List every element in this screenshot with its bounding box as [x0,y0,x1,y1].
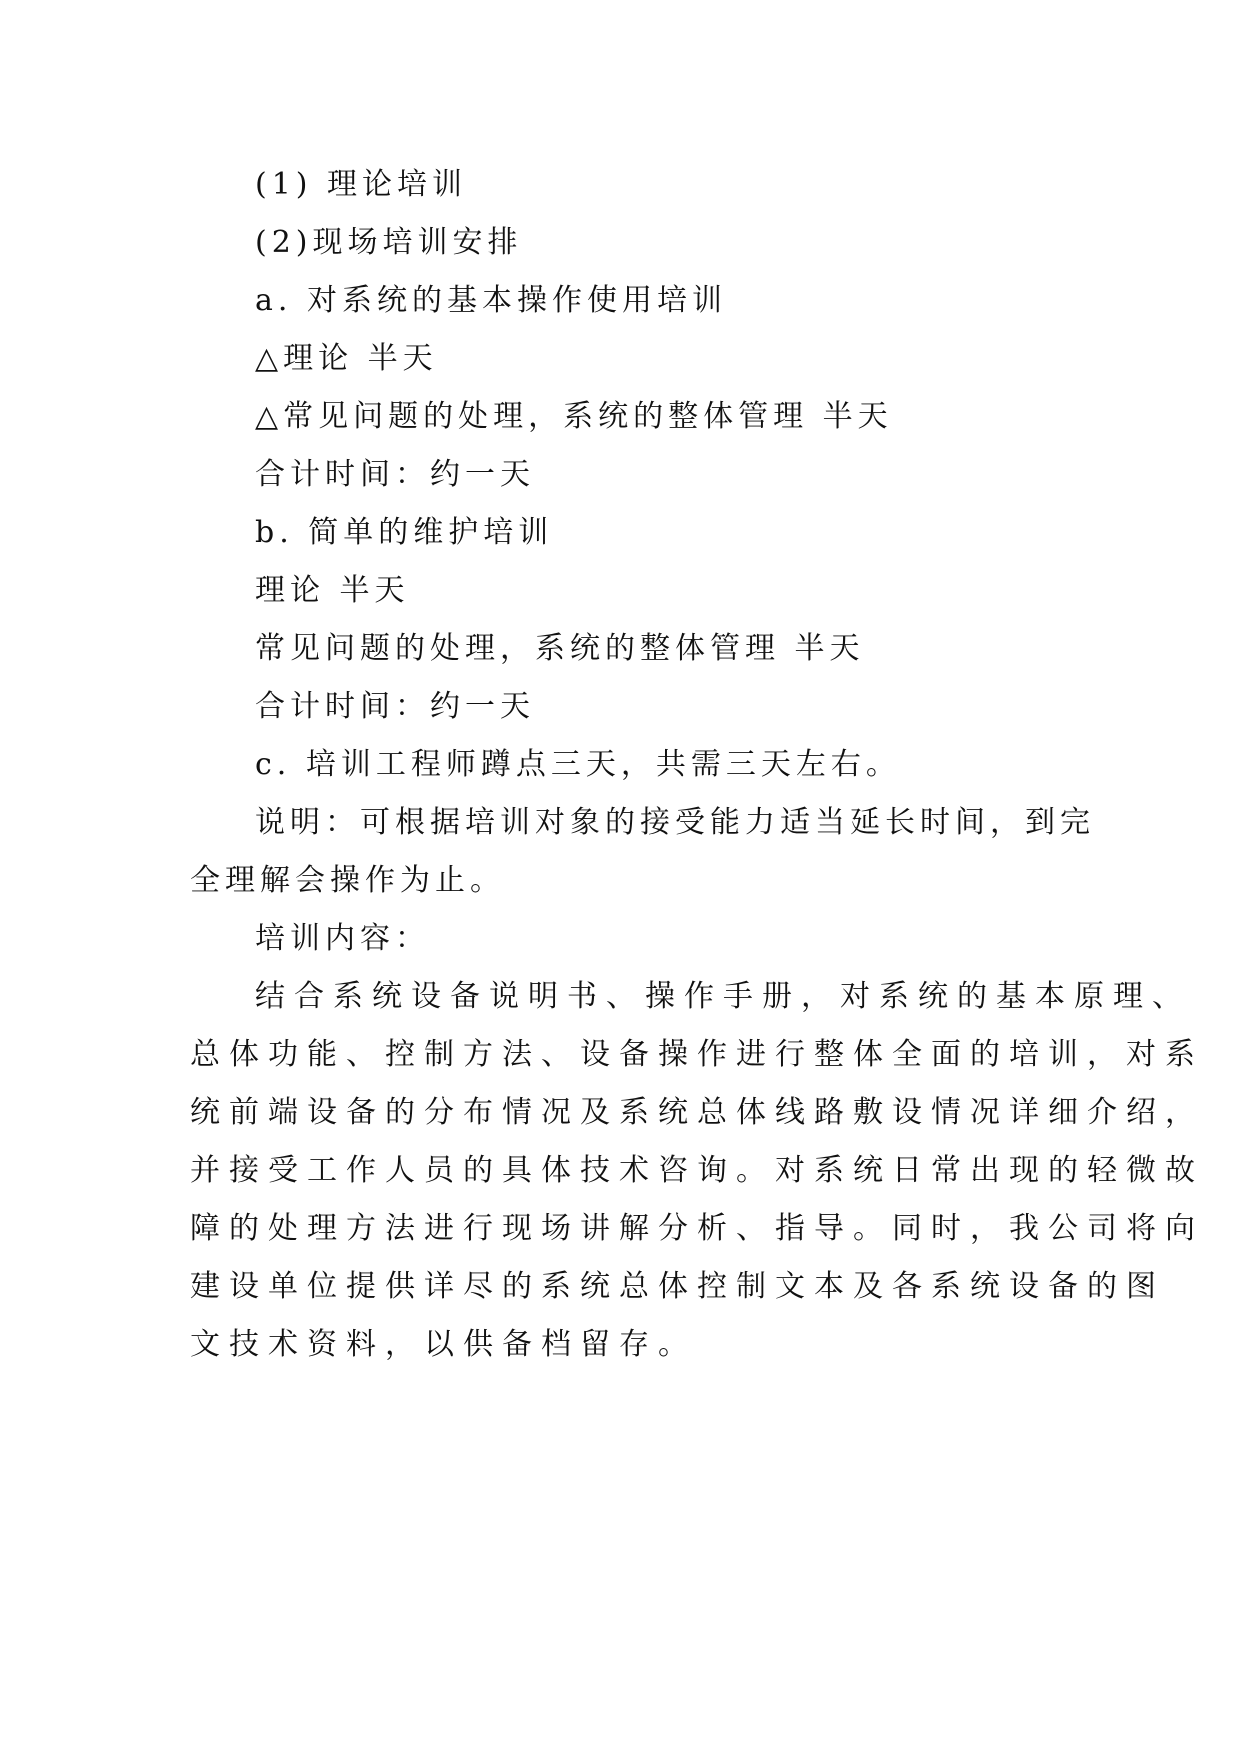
item-b-theory: 理论 半天 [255,573,410,608]
note-line-1: 说明：可根据培训对象的接受能力适当延长时间，到完 [255,805,1095,840]
content-line-3: 统前端设备的分布情况及系统总体线路敷设情况详细介绍， [190,1095,1204,1130]
item-a-problems: △常见问题的处理，系统的整体管理 半天 [255,399,893,434]
item-b-maintenance: b. 简单的维护培训 [255,515,554,550]
heading-theory-training: (1) 理论培训 [255,167,468,202]
content-line-6: 建设单位提供详尽的系统总体控制文本及各系统设备的图 [190,1269,1165,1304]
note-line-2: 全理解会操作为止。 [190,863,505,898]
item-a-basic-operation: a. 对系统的基本操作使用培训 [255,283,727,318]
item-b-problems: 常见问题的处理，系统的整体管理 半天 [255,631,865,666]
item-b-total-time: 合计时间：约一天 [255,689,535,724]
item-a-total-time: 合计时间：约一天 [255,457,535,492]
item-a-theory: △理论 半天 [255,341,438,376]
content-line-4: 并接受工作人员的具体技术咨询。对系统日常出现的轻微故 [190,1153,1204,1188]
training-content-heading: 培训内容： [255,921,430,956]
content-line-2: 总体功能、控制方法、设备操作进行整体全面的培训，对系 [190,1037,1204,1072]
heading-onsite-training: (2)现场培训安排 [255,225,523,260]
content-line-7: 文技术资料，以供备档留存。 [190,1327,697,1362]
content-line-5: 障的处理方法进行现场讲解分析、指导。同时，我公司将向 [190,1211,1204,1246]
item-c-onsite: c. 培训工程师蹲点三天，共需三天左右。 [255,747,901,782]
content-line-1: 结合系统设备说明书、操作手册，对系统的基本原理、 [255,979,1191,1014]
